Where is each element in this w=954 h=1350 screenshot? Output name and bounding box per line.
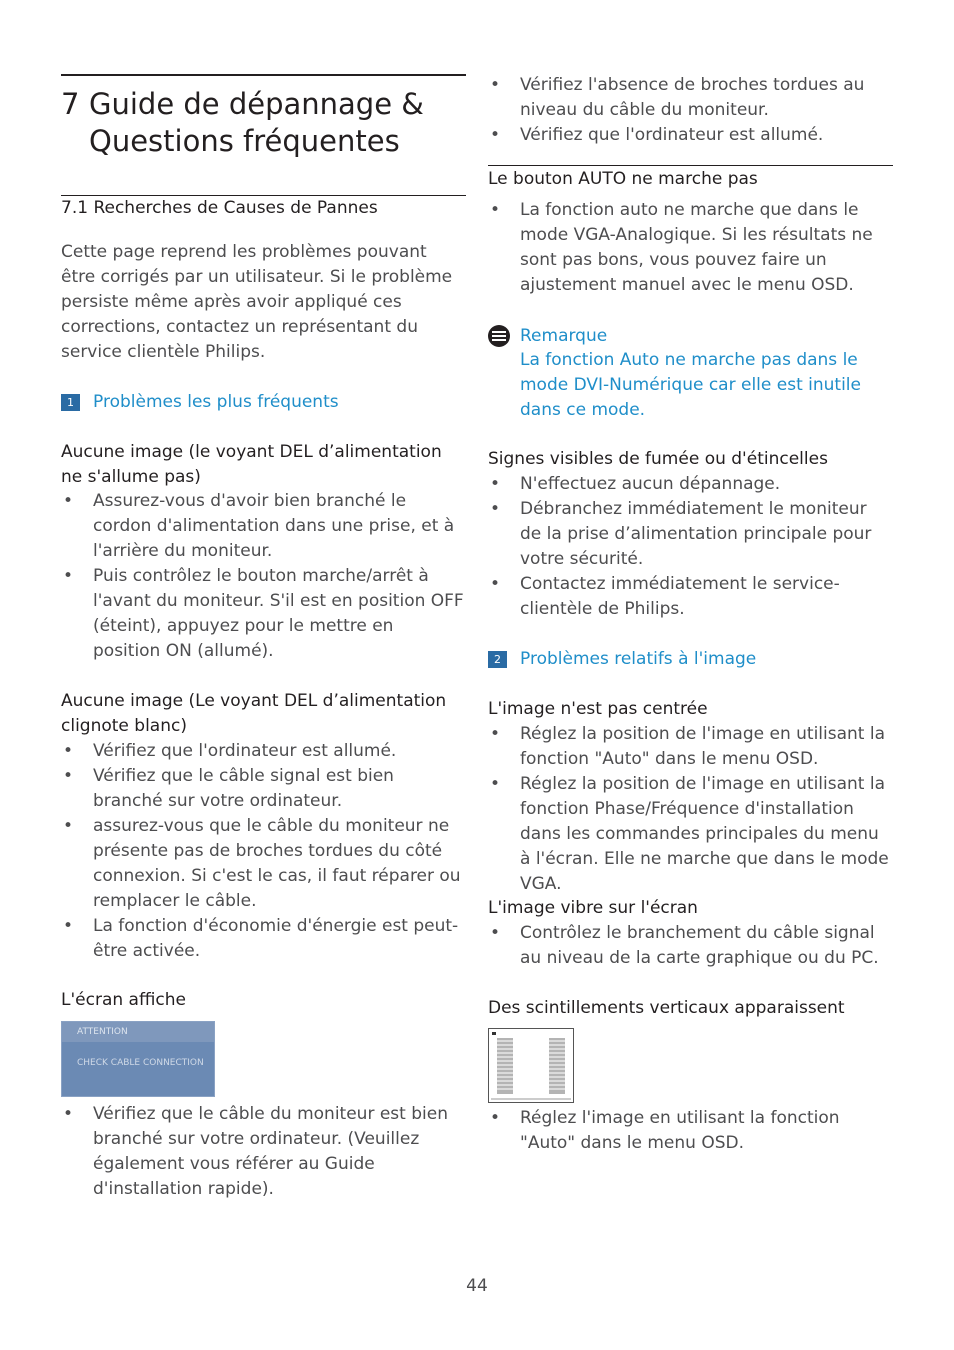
auto-heading: Le bouton AUTO ne marche pas <box>488 169 758 189</box>
chapter-number: 7 <box>61 87 80 121</box>
vibrates-heading: L'image vibre sur l'écran <box>488 898 698 918</box>
list-item: • Vérifiez l'absence de broches tordues au niveau du câble du moniteur. <box>488 73 878 123</box>
section-2-label: Problèmes relatifs à l'image <box>520 649 757 669</box>
note-icon <box>488 325 510 347</box>
list-item: • Débranchez immédiatement le moniteur de la prise d’alimentation principale pour votre sécurité. <box>488 497 880 572</box>
screen-shows-heading: L'écran affiche <box>61 990 186 1010</box>
not-centered-list <box>488 722 893 897</box>
noimage-blink-list <box>61 739 466 964</box>
note-title: Remarque <box>520 326 608 346</box>
auto-list <box>488 198 893 298</box>
attention-message: CHECK CABLE CONNECTION <box>77 1058 204 1068</box>
section-2-heading <box>488 647 893 672</box>
auto-rule <box>488 165 893 166</box>
not-centered-heading: L'image n'est pas centrée <box>488 699 708 719</box>
noimage-off-list <box>61 489 466 664</box>
page-title <box>61 86 466 160</box>
list-item: • Puis contrôlez le bouton marche/arrêt à l'avant du moniteur. S'il est en position OFF (éteint), appuyez pour le mettre en position ON (allumé). <box>61 564 466 664</box>
list-item: • N'effectuez aucun dépannage. <box>488 472 880 497</box>
screen-shows-list <box>61 1102 466 1202</box>
noimage-off-heading: Aucune image (le voyant DEL d’alimentation ne s'allume pas) <box>61 442 442 487</box>
list-item: • Vérifiez que le câble du moniteur est bien branché sur votre ordinateur. (Veuillez également vous référer au Guide d'installation rapide). <box>61 1102 466 1202</box>
intro-paragraph: Cette page reprend les problèmes pouvant être corrigés par un utilisateur. Si le problème persiste même après avoir appliqué ces corrections, contactez un représentant du service clientèle Philips. <box>61 242 453 362</box>
list-item: • La fonction auto ne marche que dans le mode VGA-Analogique. Si les résultats ne sont pas bons, vous pouvez faire un ajustement manuel avec le menu OSD. <box>488 198 893 298</box>
section-1-label: Problèmes les plus fréquents <box>93 392 339 412</box>
flicker-pattern <box>489 1029 573 1102</box>
flicker-heading: Des scintillements verticaux apparaissent <box>488 998 845 1018</box>
list-item: • Vérifiez que le câble signal est bien branché sur votre ordinateur. <box>61 764 466 814</box>
vibrates-list <box>488 921 883 971</box>
list-item: • Vérifiez que l'ordinateur est allumé. <box>61 739 466 764</box>
list-item: • Réglez l'image en utilisant la fonction "Auto" dans le menu OSD. <box>488 1106 883 1156</box>
list-item: • assurez-vous que le câble du moniteur ne présente pas de broches tordues du côté connexion. Si c'est le cas, il faut réparer ou remplacer le câble. <box>61 814 466 914</box>
smoke-heading: Signes visibles de fumée ou d'étincelles <box>488 449 828 469</box>
attention-title: ATTENTION <box>77 1027 128 1037</box>
list-item: • Contrôlez le branchement du câble signal au niveau de la carte graphique ou du PC. <box>488 921 883 971</box>
noimage-blink-heading: Aucune image (Le voyant DEL d’alimentation clignote blanc) <box>61 691 447 736</box>
section-1-badge: 1 <box>61 394 80 411</box>
title-rule <box>61 74 466 76</box>
section-heading: 7.1 Recherches de Causes de Pannes <box>61 198 378 218</box>
list-item: • Vérifiez que l'ordinateur est allumé. <box>488 123 878 148</box>
flicker-screen-image <box>488 1028 574 1103</box>
page-number: 44 <box>466 1276 488 1296</box>
right-top-list <box>488 73 878 148</box>
list-item: • Assurez-vous d'avoir bien branché le cordon d'alimentation dans une prise, et à l'arrière du moniteur. <box>61 489 466 564</box>
note-text: La fonction Auto ne marche pas dans le mode DVI-Numérique car elle est inutile dans ce mode. <box>520 350 861 420</box>
list-item: • Réglez la position de l'image en utilisant la fonction "Auto" dans le menu OSD. <box>488 722 893 772</box>
chapter-title: Guide de dépannage & Questions fréquentes <box>89 87 424 158</box>
section-2-badge: 2 <box>488 651 507 668</box>
flicker-list <box>488 1106 883 1156</box>
section-1-heading <box>61 390 466 415</box>
list-item: • Réglez la position de l'image en utilisant la fonction Phase/Fréquence d'installation dans les commandes principales du menu à l'écran. Elle ne marche que dans le mode VGA. <box>488 772 893 897</box>
attention-dialog-image <box>61 1021 215 1097</box>
list-item: • Contactez immédiatement le service-clientèle de Philips. <box>488 572 880 622</box>
smoke-list <box>488 472 880 622</box>
list-item: • La fonction d'économie d'énergie est peut-être activée. <box>61 914 466 964</box>
